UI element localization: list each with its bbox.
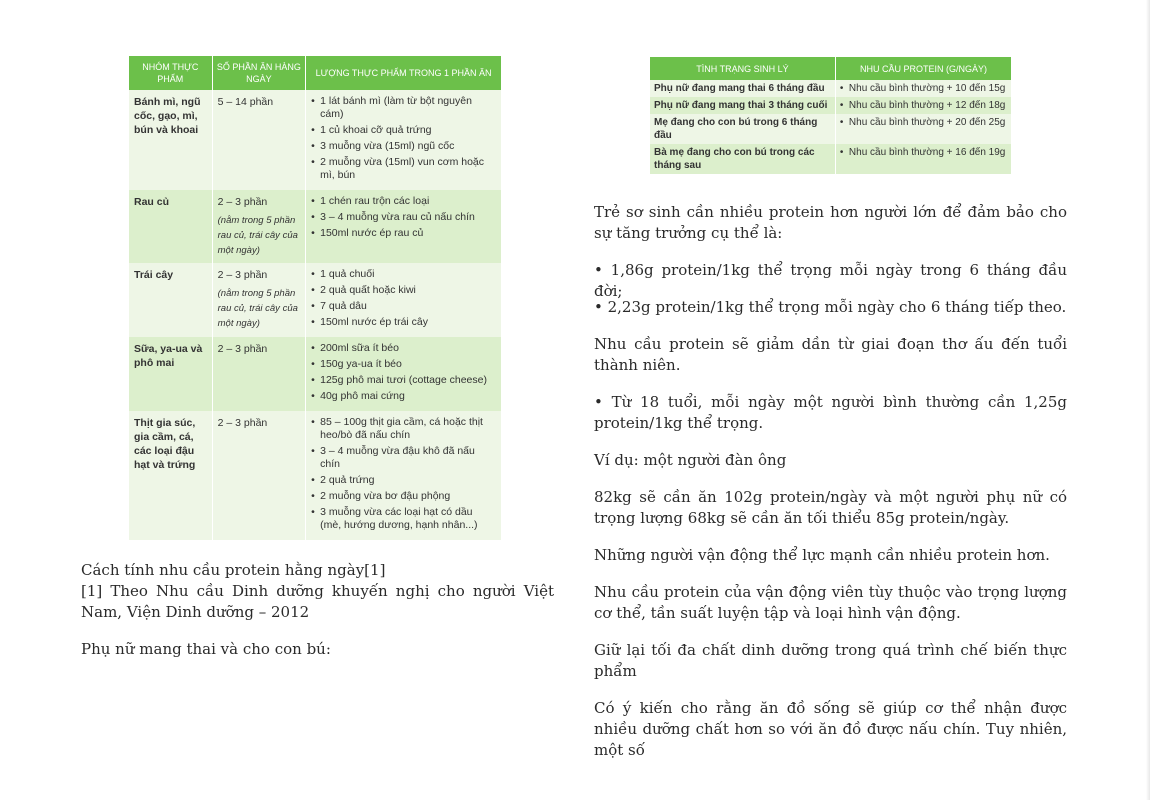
protein-need-cell (835, 80, 1011, 97)
food-table-body (129, 90, 502, 540)
protein-table-row (650, 144, 1012, 174)
servings-value: 2 – 3 phần (217, 269, 268, 281)
protein-table-row (650, 114, 1012, 144)
food-table-row (129, 411, 502, 540)
serving-amount-item: • 2 muỗng vừa (15ml) vun cơm hoặc mì, bún (311, 156, 496, 182)
food-group-cell: Thịt gia súc, gia cầm, cá, các loại đậu hạt và trứng (129, 411, 212, 540)
servings-value: 5 – 14 phần (217, 96, 274, 108)
paragraph-athletes: Nhu cầu protein của vận động viên tùy thuộc vào trọng lượng cơ thể, tần suất luyện tập và loại hình vận động. (594, 583, 1067, 622)
food-servings-table (129, 56, 502, 540)
serving-amount-item: • 1 củ khoai cỡ quả trứng (311, 124, 496, 137)
protein-table-header-row (650, 57, 1012, 80)
serving-amount-item: • 200ml sữa ít béo (311, 342, 496, 355)
serving-amount-item: • 2 quả trứng (311, 474, 496, 487)
servings-note: (nằm trong 5 phần rau củ, trái cây của một ngày) (217, 288, 298, 329)
header-food-group: NHÓM THỰC PHẨM (129, 56, 212, 90)
protein-need-list (840, 99, 1007, 112)
protein-table-row (650, 80, 1012, 97)
serving-amount-item: • 150g ya-ua ít béo (311, 358, 496, 371)
servings-cell (212, 90, 306, 190)
serving-amount-item: • 3 – 4 muỗng vừa rau củ nấu chín (311, 211, 496, 224)
serving-amount-item: • 125g phô mai tươi (cottage cheese) (311, 374, 496, 387)
serving-amount-item: • 2 quả quất hoặc kiwi (311, 284, 496, 297)
serving-amount-item: • 1 lát bánh mì (làm từ bột nguyên cám) (311, 95, 496, 121)
serving-amount-item: • 3 muỗng vừa các loại hạt có dầu (mè, hướng dương, hạnh nhân...) (311, 506, 496, 532)
servings-value: 2 – 3 phần (217, 417, 268, 429)
protein-needs-table (650, 57, 1012, 174)
protein-need-cell (835, 114, 1011, 144)
protein-table-body (650, 80, 1012, 174)
food-group-cell: Sữa, ya-ua và phô mai (129, 337, 212, 411)
protein-need-list (840, 82, 1007, 95)
paragraph-raw-food: Có ý kiến cho rằng ăn đồ sống sẽ giúp cơ thể nhận được nhiều dưỡng chất hơn so với ăn đồ được nấu chín. Tuy nhiên, một số (594, 699, 1067, 759)
header-serving-amount: LƯỢNG THỰC PHẨM TRONG 1 PHẦN ĂN (306, 56, 502, 90)
food-table-row (129, 263, 502, 337)
serving-amount-item: • 85 – 100g thịt gia cầm, cá hoặc thịt heo/bò đã nấu chín (311, 416, 496, 442)
protein-need-list (840, 146, 1007, 159)
servings-cell (212, 190, 306, 263)
paragraph-decreasing-need: Nhu cầu protein sẽ giảm dần từ giai đoạn thơ ấu đến tuổi thành niên. (594, 335, 1067, 374)
servings-value: 2 – 3 phần (217, 343, 268, 355)
page-edge-shadow (1146, 0, 1150, 800)
example-intro: Ví dụ: một người đàn ông (594, 451, 787, 469)
protein-need-item: • Nhu cầu bình thường + 12 đến 18g (840, 99, 1007, 112)
servings-cell (212, 337, 306, 411)
serving-amounts-cell (306, 337, 502, 411)
protein-table-row (650, 97, 1012, 114)
serving-amounts-cell (306, 411, 502, 540)
physiological-state-cell: Phụ nữ đang mang thai 3 tháng cuối (650, 97, 835, 114)
footnote-text: [1] Theo Nhu cầu Dinh dưỡng khuyến nghị cho người Việt Nam, Viện Dinh dưỡng – 2012 (81, 582, 554, 621)
serving-amount-item: • 150ml nước ép trái cây (311, 316, 496, 329)
paragraph-active-people: Những người vận động thể lực mạnh cần nhiều protein hơn. (594, 546, 1050, 564)
header-daily-servings: SỐ PHẦN ĂN HÀNG NGÀY (212, 56, 306, 90)
food-table-row (129, 337, 502, 411)
header-protein-need: NHU CẦU PROTEIN (G/NGÀY) (835, 57, 1011, 80)
bullet-from-18: • Từ 18 tuổi, mỗi ngày một người bình thường cần 1,25g protein/1kg thể trọng. (594, 393, 1067, 432)
protein-need-item: • Nhu cầu bình thường + 16 đến 19g (840, 146, 1007, 159)
paragraph-infants: Trẻ sơ sinh cần nhiều protein hơn người lớn để đảm bảo cho sự tăng trưởng cụ thể là: (594, 203, 1067, 242)
protein-need-cell (835, 144, 1011, 174)
serving-amounts-cell (306, 90, 502, 190)
serving-amount-item: • 2 muỗng vừa bơ đậu phộng (311, 490, 496, 503)
food-group-cell: Bánh mì, ngũ cốc, gạo, mì, bún và khoai (129, 90, 212, 190)
bullet-first-6-months: • 1,86g protein/1kg thể trọng mỗi ngày trong 6 tháng đầu đời; (594, 261, 1067, 300)
serving-amount-list (311, 416, 496, 532)
physiological-state-cell: Bà mẹ đang cho con bú trong các tháng sau (650, 144, 835, 174)
servings-cell (212, 263, 306, 337)
protein-need-list (840, 116, 1007, 129)
serving-amount-item: • 150ml nước ép rau củ (311, 227, 496, 240)
physiological-state-cell: Phụ nữ đang mang thai 6 tháng đầu (650, 80, 835, 97)
paragraph-preserve-nutrients: Giữ lại tối đa chất dinh dưỡng trong quá trình chế biến thực phẩm (594, 641, 1067, 680)
serving-amount-list (311, 195, 496, 240)
serving-amount-item: • 3 – 4 muỗng vừa đậu khô đã nấu chín (311, 445, 496, 471)
bullet-next-6-months: • 2,23g protein/1kg thể trọng mỗi ngày cho 6 tháng tiếp theo. (594, 298, 1067, 316)
serving-amount-item: • 3 muỗng vừa (15ml) ngũ cốc (311, 140, 496, 153)
pregnant-heading: Phụ nữ mang thai và cho con bú: (81, 640, 331, 658)
protein-need-cell (835, 97, 1011, 114)
food-table-header-row (129, 56, 502, 90)
food-group-cell: Rau củ (129, 190, 212, 263)
serving-amount-list (311, 342, 496, 403)
protein-need-item: • Nhu cầu bình thường + 10 đến 15g (840, 82, 1007, 95)
servings-value: 2 – 3 phần (217, 196, 268, 208)
protein-calc-heading: Cách tính nhu cầu protein hằng ngày[1] (81, 561, 386, 579)
physiological-state-cell: Mẹ đang cho con bú trong 6 tháng đầu (650, 114, 835, 144)
food-table-row (129, 190, 502, 263)
serving-amounts-cell (306, 190, 502, 263)
serving-amount-item: • 1 quả chuối (311, 268, 496, 281)
serving-amount-list (311, 95, 496, 182)
servings-cell (212, 411, 306, 540)
serving-amount-list (311, 268, 496, 329)
protein-need-item: • Nhu cầu bình thường + 20 đến 25g (840, 116, 1007, 129)
serving-amount-item: • 40g phô mai cứng (311, 390, 496, 403)
food-group-cell: Trái cây (129, 263, 212, 337)
serving-amount-item: • 7 quả dâu (311, 300, 496, 313)
example-detail: 82kg sẽ cần ăn 102g protein/ngày và một người phụ nữ có trọng lượng 68kg sẽ cần ăn tối thiểu 85g protein/ngày. (594, 488, 1067, 527)
header-physiological-state: TÌNH TRẠNG SINH LÝ (650, 57, 835, 80)
food-table-row (129, 90, 502, 190)
serving-amounts-cell (306, 263, 502, 337)
serving-amount-item: • 1 chén rau trộn các loại (311, 195, 496, 208)
servings-note: (nằm trong 5 phần rau củ, trái cây của một ngày) (217, 215, 298, 256)
